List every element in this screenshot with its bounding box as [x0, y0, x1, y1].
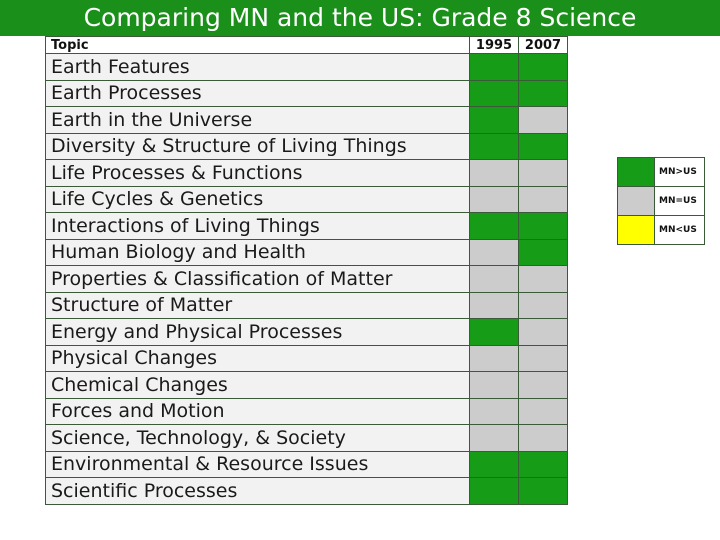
- table-row: [46, 451, 568, 478]
- table-row: [46, 239, 568, 266]
- status-cell-1995: [470, 266, 519, 293]
- table-row: [46, 292, 568, 319]
- header-year-2007: 2007: [519, 37, 568, 54]
- table-row: [46, 398, 568, 425]
- status-cell-1995: [470, 398, 519, 425]
- topic-cell: Earth Features: [46, 54, 470, 81]
- table-row: [46, 54, 568, 81]
- legend-label: MN>US: [655, 158, 705, 187]
- topic-cell: Science, Technology, & Society: [46, 425, 470, 452]
- header-year-1995: 1995: [470, 37, 519, 54]
- status-cell-2007: [519, 54, 568, 81]
- table-row: [46, 160, 568, 187]
- status-cell-1995: [470, 451, 519, 478]
- legend: [617, 157, 705, 245]
- status-cell-2007: [519, 80, 568, 107]
- topic-cell: Energy and Physical Processes: [46, 319, 470, 346]
- legend-swatch: [618, 158, 655, 187]
- topic-cell: Life Processes & Functions: [46, 160, 470, 187]
- status-cell-2007: [519, 425, 568, 452]
- topic-cell: Chemical Changes: [46, 372, 470, 399]
- status-cell-2007: [519, 160, 568, 187]
- status-cell-1995: [470, 186, 519, 213]
- topic-cell: Properties & Classification of Matter: [46, 266, 470, 293]
- topic-cell: Life Cycles & Genetics: [46, 186, 470, 213]
- legend-item: [618, 187, 705, 216]
- table-row: [46, 107, 568, 134]
- status-cell-1995: [470, 425, 519, 452]
- legend-item: [618, 216, 705, 245]
- topic-cell: Human Biology and Health: [46, 239, 470, 266]
- legend-swatch: [618, 216, 655, 245]
- status-cell-1995: [470, 107, 519, 134]
- status-cell-1995: [470, 372, 519, 399]
- table-row: [46, 478, 568, 505]
- page-title: Comparing MN and the US: Grade 8 Science: [83, 3, 637, 32]
- table-row: [46, 133, 568, 160]
- topic-cell: Diversity & Structure of Living Things: [46, 133, 470, 160]
- legend-label: MN=US: [655, 187, 705, 216]
- table-row: [46, 80, 568, 107]
- topic-cell: Scientific Processes: [46, 478, 470, 505]
- status-cell-2007: [519, 398, 568, 425]
- topic-cell: Interactions of Living Things: [46, 213, 470, 240]
- status-cell-1995: [470, 133, 519, 160]
- status-cell-2007: [519, 319, 568, 346]
- table-header-row: [46, 37, 568, 54]
- status-cell-2007: [519, 266, 568, 293]
- status-cell-2007: [519, 213, 568, 240]
- topic-cell: Physical Changes: [46, 345, 470, 372]
- table-row: [46, 266, 568, 293]
- topic-cell: Forces and Motion: [46, 398, 470, 425]
- status-cell-2007: [519, 478, 568, 505]
- comparison-table: [45, 36, 568, 505]
- legend-swatch: [618, 187, 655, 216]
- status-cell-2007: [519, 345, 568, 372]
- topic-cell: Earth in the Universe: [46, 107, 470, 134]
- status-cell-2007: [519, 186, 568, 213]
- status-cell-1995: [470, 239, 519, 266]
- status-cell-1995: [470, 319, 519, 346]
- legend-label: MN<US: [655, 216, 705, 245]
- status-cell-2007: [519, 372, 568, 399]
- status-cell-2007: [519, 292, 568, 319]
- status-cell-1995: [470, 80, 519, 107]
- status-cell-2007: [519, 107, 568, 134]
- header-topic: Topic: [46, 37, 470, 54]
- table-row: [46, 213, 568, 240]
- topic-cell: Structure of Matter: [46, 292, 470, 319]
- table-row: [46, 345, 568, 372]
- status-cell-1995: [470, 292, 519, 319]
- status-cell-1995: [470, 345, 519, 372]
- table-row: [46, 372, 568, 399]
- table-row: [46, 186, 568, 213]
- topic-cell: Environmental & Resource Issues: [46, 451, 470, 478]
- topic-cell: Earth Processes: [46, 80, 470, 107]
- table-row: [46, 319, 568, 346]
- table-row: [46, 425, 568, 452]
- status-cell-2007: [519, 133, 568, 160]
- status-cell-1995: [470, 213, 519, 240]
- status-cell-1995: [470, 54, 519, 81]
- status-cell-2007: [519, 239, 568, 266]
- legend-item: [618, 158, 705, 187]
- status-cell-1995: [470, 160, 519, 187]
- status-cell-1995: [470, 478, 519, 505]
- status-cell-2007: [519, 451, 568, 478]
